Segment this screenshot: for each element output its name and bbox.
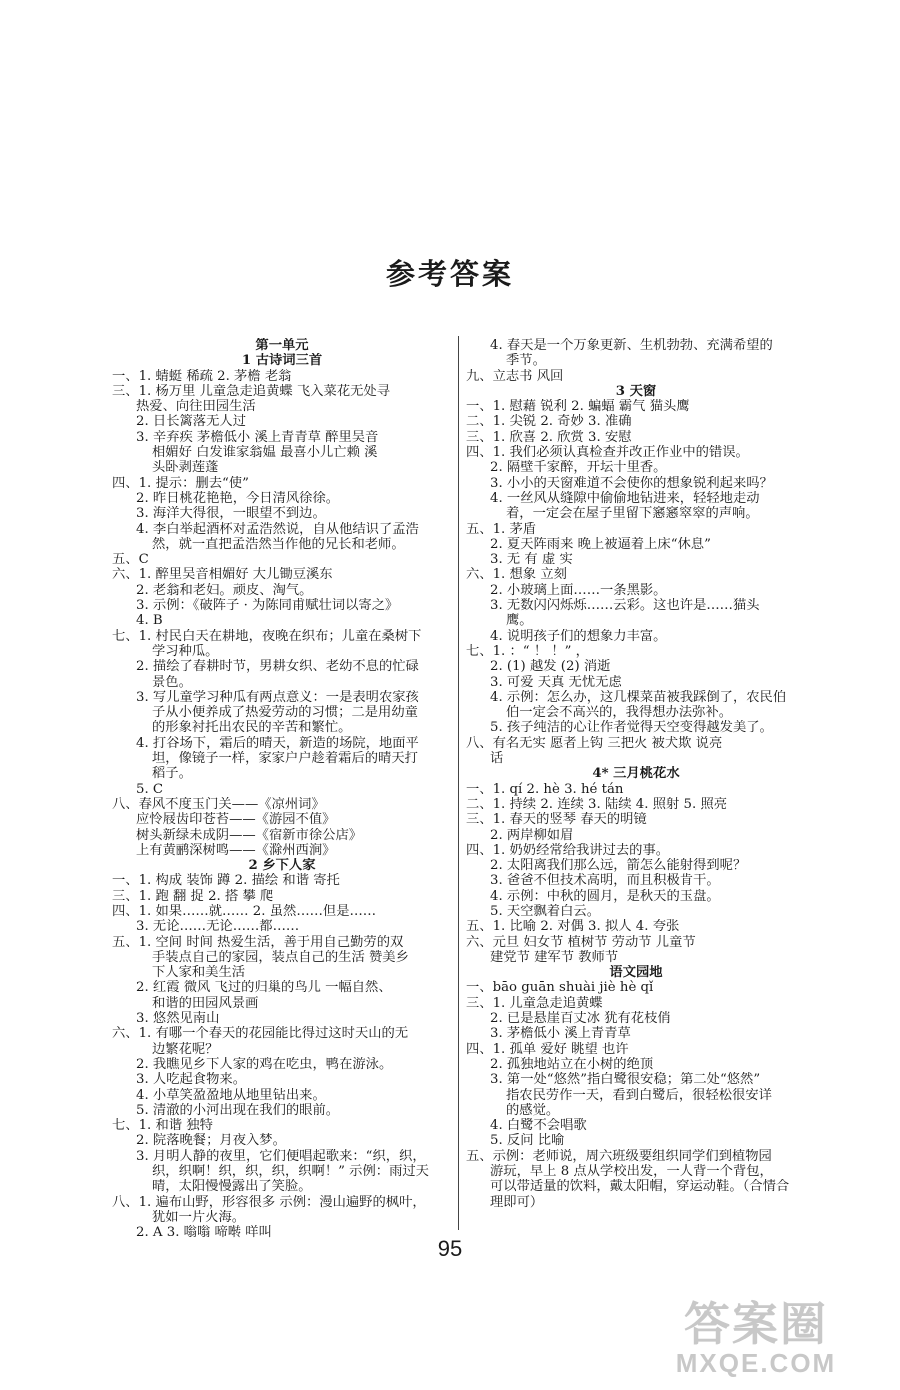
answer-line: 4. 白鹭不会唱歌	[490, 1118, 587, 1134]
answer-line: 2. A 3. 嗡嗡 啼啭 咩叫	[136, 1225, 272, 1241]
answer-line: 学习种瓜。	[152, 643, 219, 659]
answer-line: 2. 已是悬崖百丈冰 犹有花枝俏	[490, 1011, 671, 1027]
answer-line: 二、1. 尖锐 2. 奇妙 3. 准确	[466, 414, 632, 430]
answer-line: 七、1. 和谐 独特	[112, 1118, 213, 1134]
answer-line: 七、1. 村民白天在耕地，夜晚在织布；儿童在桑树下	[112, 628, 422, 644]
answer-line: 边繁花呢？	[152, 1041, 219, 1057]
answer-line: 三、1. 跑 翻 捉 2. 搭 攀 爬	[112, 888, 274, 904]
answer-line: 四、1. 孤单 爱好 眺望 也许	[466, 1041, 629, 1057]
answer-line: 4. 示例：中秋的圆月，是秋天的玉盘。	[490, 888, 720, 904]
answer-line: 四、1. 奶奶经常给我讲过去的事。	[466, 842, 670, 858]
answer-line: 3. 小小的天窗难道不会使你的想象锐利起来吗？	[490, 475, 773, 491]
answer-line: 4. 示例：怎么办，这几棵菜苗被我踩倒了，农民伯	[490, 689, 787, 705]
answer-line: 头卧剥莲蓬	[152, 460, 219, 476]
answer-line: 然，就一直把孟浩然当作他的兄长和老师。	[152, 536, 405, 552]
watermark-url: MXQE.COM	[675, 1348, 837, 1378]
answer-line: 晴，太阳慢慢露出了笑脸。	[152, 1179, 312, 1195]
section-heading: 语文园地	[609, 965, 663, 981]
answer-line: 三、1. 杨万里 儿童急走追黄蝶 飞入菜花无处寻	[112, 383, 391, 399]
answer-line: 2. 小玻璃上面……一条黑影。	[490, 582, 667, 598]
answer-line: 六、1. 醉里吴音相媚好 大儿锄豆溪东	[112, 567, 333, 583]
section-heading: 2 乡下人家	[248, 858, 316, 874]
answer-line: 着，一定会在屋子里留下窸窸窣窣的声响。	[506, 506, 759, 522]
answer-line: 上有黄鹂深树鸣——《滁州西涧》	[136, 842, 336, 858]
answer-line: 六、元旦 妇女节 植树节 劳动节 儿童节	[466, 934, 696, 950]
section-heading: 4* 三月桃花水	[592, 766, 680, 782]
section-heading: 3 天窗	[615, 383, 657, 399]
watermark-text: 答案圈	[684, 1298, 828, 1350]
answer-line: 五、1. 空间 时间 热爱生活，善于用自己勤劳的双	[112, 934, 404, 950]
answer-line: 3. 海洋大得很，一眼望不到边。	[136, 506, 326, 522]
page-number: 95	[437, 1236, 463, 1261]
answer-line: 可以带适量的饮料，戴太阳帽，穿运动鞋。（合情合	[490, 1179, 790, 1195]
section-heading: 1 古诗词三首	[241, 353, 323, 369]
answer-line: 一、1. 慰藉 锐利 2. 蝙蝠 霸气 猫头鹰	[466, 399, 690, 415]
answer-line: 3. 悠然见南山	[136, 1011, 220, 1027]
answer-line: 四、1. 如果……就…… 2. 虽然……但是……	[112, 903, 377, 919]
answer-line: 3. 月明人静的夜里，它们便唱起歌来：“织，织，	[136, 1148, 426, 1164]
answer-line: 三、1. 欣喜 2. 欣赏 3. 安慰	[466, 429, 632, 445]
answer-line: 3. 无数闪闪烁烁……云彩。这也许是……猫头	[490, 598, 760, 614]
answer-line: 4. 李白举起酒杯对孟浩然说，自从他结识了孟浩	[136, 521, 419, 537]
answer-line: 一、1. 蜻蜓 稀疏 2. 茅檐 老翁	[112, 368, 292, 384]
answer-line: 4. 说明孩子们的想象力丰富。	[490, 628, 667, 644]
section-heading: 第一单元	[255, 338, 309, 353]
answer-line: 4. 春天是一个万象更新、生机勃勃、充满希望的	[490, 338, 773, 353]
answer-line: 犹如一片火海。	[152, 1209, 246, 1225]
answer-line: 和谐的田园风景画	[152, 995, 259, 1011]
answer-line: 5. 反问 比喻	[490, 1133, 565, 1149]
answer-line: 九、立志书 风回	[466, 368, 564, 384]
answer-line: 稻子。	[152, 766, 192, 782]
answer-line: 3. 写儿童学习种瓜有两点意义：一是表明农家孩	[136, 689, 419, 705]
answer-line: 景色。	[152, 674, 192, 690]
answer-line: 下人家和美生活	[152, 965, 246, 981]
answer-line: 2. 院落晚餐；月夜入梦。	[136, 1133, 286, 1149]
answer-line: 2. 昨日桃花艳艳，今日清风徐徐。	[136, 490, 340, 506]
answer-line: 3. 茅檐低小 溪上青青草	[490, 1026, 631, 1042]
answer-line: 热爱、向往田园生活	[136, 399, 256, 415]
answer-line: 四、1. 提示：删去“使”	[112, 475, 249, 491]
answer-line: 四、1. 我们必须认真检查并改正作业中的错误。	[466, 445, 749, 461]
answer-line: 八、有名无实 愿者上钩 三把火 被犬欺 说亮	[466, 735, 723, 751]
answer-line: 3. 无论……无论……都……	[136, 919, 300, 935]
answer-line: 树头新绿未成阴——《宿新市徐公店》	[136, 827, 363, 843]
answer-line: 话	[490, 751, 504, 767]
answer-line: 一、bāo guān shuài jiè hè qǐ	[466, 980, 654, 996]
answer-line: 3. 示例：《破阵子 · 为陈同甫赋壮词以寄之》	[136, 598, 399, 614]
answer-line: 一、1. 构成 装饰 蹲 2. 描绘 和谐 寄托	[112, 873, 340, 889]
answer-line: 2. 夏天阵雨来 晚上被逼着上床“休息”	[490, 536, 711, 552]
answer-line: 理即可）	[490, 1194, 544, 1210]
answer-line: 2. 红霞 微风 飞过的归巢的鸟儿 一幅自然、	[136, 980, 392, 996]
answer-line: 鹰。	[506, 613, 533, 629]
page-title: 参考答案	[385, 257, 514, 291]
column-divider	[458, 336, 459, 1230]
answer-line: 2. 两岸柳如眉	[490, 827, 574, 843]
answer-line: 相媚好 白发谁家翁媪 最喜小儿亡赖 溪	[152, 445, 378, 461]
answer-line: 5. C	[136, 781, 164, 797]
answer-line: 2. 老翁和老妇。顽皮、淘气。	[136, 582, 313, 598]
answer-line: 一、1. qí 2. hè 3. hé tán	[466, 781, 624, 797]
answer-line: 坦，像镜子一样，家家户户趁着霜后的晴天打	[152, 751, 418, 767]
answer-line: 3. 第一处“悠然”指白鹭很安稳；第二处“悠然”	[490, 1072, 761, 1088]
answer-line: 4. 打谷场下，霜后的晴天，新造的场院，地面平	[136, 735, 419, 751]
answer-line: 4. 小草笑盈盈地从地里钻出来。	[136, 1087, 326, 1103]
answer-line: 2. 隔壁千家醉，开坛十里香。	[490, 460, 667, 476]
answer-line: 八、1. 遍布山野，形容很多 示例：漫山遍野的枫叶，	[112, 1194, 426, 1210]
answer-line: 5. 天空飘着白云。	[490, 903, 600, 919]
answer-line: 季节。	[506, 353, 546, 369]
answer-line: 建党节 建军节 教师节	[490, 949, 619, 965]
answer-line: 3. 可爱 天真 无忧无虑	[490, 674, 622, 690]
answer-line: 六、1. 有哪一个春天的花园能比得过这时天山的无	[112, 1026, 409, 1042]
answer-line: 八、春风不度玉门关——《凉州词》	[112, 796, 325, 812]
answer-line: 4. 一丝风从缝隙中偷偷地钻进来，轻轻地走动	[490, 490, 760, 506]
answer-line: 的形象衬托出农民的辛苦和繁忙。	[152, 720, 352, 736]
answer-line: 五、示例：老师说，周六班级要组织同学们到植物园	[466, 1148, 772, 1164]
answer-line: 五、1. 比喻 2. 对偶 3. 拟人 4. 夸张	[466, 919, 680, 935]
watermark-logo	[626, 1294, 886, 1384]
right-answer-column	[466, 338, 806, 1210]
answer-line: 3. 辛弃疾 茅檐低小 溪上青青草 醉里吴音	[136, 429, 379, 445]
answer-line: 织，织啊！织，织，织，织啊！” 示例：雨过天	[152, 1164, 429, 1180]
answer-line: 五、1. 茅盾	[466, 521, 537, 537]
answer-line: 2. 孤独地站立在小树的绝顶	[490, 1056, 654, 1072]
answer-line: 子从小便养成了热爱劳动的习惯；二是用幼童	[152, 705, 418, 721]
answer-line: 3. 无 有 虚 实	[490, 552, 573, 568]
answer-line: 2. 太阳离我们那么远，箭怎么能射得到呢？	[490, 858, 747, 874]
answer-line: 七、1. ：“ ！ ！” ，	[466, 643, 589, 659]
answer-line: 手装点自己的家园，装点自己的生活 赞美乡	[152, 949, 409, 965]
answer-line: 五、C	[112, 552, 149, 568]
answer-line: 2. 我瞧见乡下人家的鸡在吃虫，鸭在游泳。	[136, 1056, 393, 1072]
answer-line: 六、1. 想象 立刻	[466, 567, 567, 583]
left-answer-column	[112, 338, 452, 1241]
answer-line: 2. (1) 越发 (2) 消逝	[490, 659, 611, 675]
answer-line: 伯一定会不高兴的，我得想办法弥补。	[506, 705, 733, 721]
answer-line: 的感觉。	[506, 1102, 560, 1118]
answer-line: 5. 清澈的小河出现在我们的眼前。	[136, 1102, 340, 1118]
answer-line: 应怜屐齿印苍苔——《游园不值》	[136, 812, 336, 828]
answer-line: 4. B	[136, 613, 163, 629]
answer-line: 3. 爸爸不但技术高明，而且积极肯干。	[490, 873, 720, 889]
answer-line: 指农民劳作一天，看到白鹭后，很轻松很安详	[506, 1087, 772, 1103]
answer-line: 三、1. 春天的竖琴 春天的明镜	[466, 812, 647, 828]
answer-line: 二、1. 持续 2. 连续 3. 陆续 4. 照射 5. 照亮	[466, 796, 728, 812]
answer-line: 2. 日长篱落无人过	[136, 414, 246, 430]
answer-line: 5. 孩子纯洁的心让作者觉得天空变得越发美了。	[490, 720, 773, 736]
answer-line: 三、1. 儿童急走追黄蝶	[466, 995, 603, 1011]
answer-line: 3. 人吃起食物来。	[136, 1072, 246, 1088]
answer-line: 游玩，早上 8 点从学校出发，一人背一个背包，	[490, 1164, 773, 1180]
answer-line: 2. 描绘了春耕时节，男耕女织、老幼不息的忙碌	[136, 659, 419, 675]
